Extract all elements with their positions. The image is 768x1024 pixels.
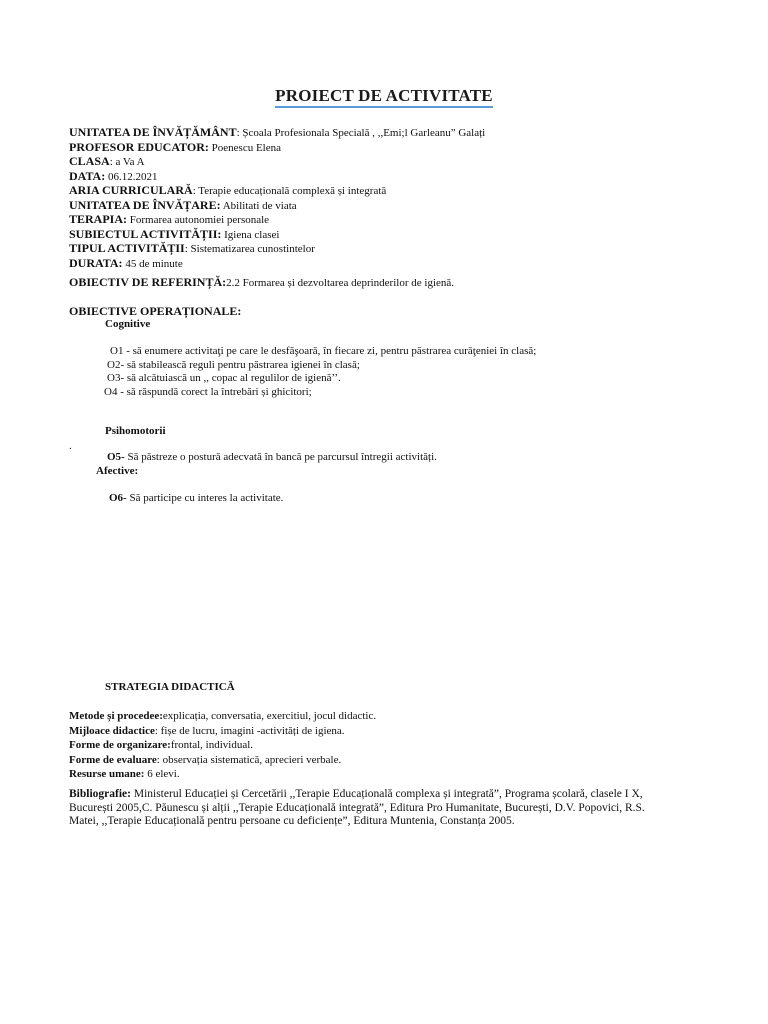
strategy-list	[69, 709, 376, 782]
field-profesor: PROFESOR EDUCATOR: Poenescu Elena	[69, 139, 281, 154]
objective-o3: O3- să alcătuiască un ,, copac al regulilor de igienă’’.	[107, 372, 341, 384]
strategy-row-organizare: Forme de organizare:frontal, individual.	[69, 739, 254, 751]
objective-o5: O5- Să păstreze o postură adecvată în bancă pe parcursul întregii activități.	[107, 451, 437, 463]
cognitive-heading: Cognitive	[105, 318, 151, 330]
psychomotor-heading: Psihomotorii	[105, 425, 166, 437]
objective-o1: O1 - să enumere activitaţi pe care le desfăşoară, în fiecare zi, pentru păstrarea curăţeniei în clasă;	[110, 345, 537, 357]
field-terapia: TERAPIA: Formarea autonomiei personale	[69, 212, 270, 226]
field-unitatea-invatare: UNITATEA DE ÎNVĂȚARE: Abilitati de viata	[69, 197, 297, 212]
header-fields	[69, 126, 485, 271]
field-data: DATA: 06.12.2021	[69, 168, 158, 183]
field-tipul: TIPUL ACTIVITĂȚII: Sistematizarea cunostintelor	[69, 241, 315, 255]
field-unitatea-invatamant: UNITATEA DE ÎNVĂȚĂMÂNT: Școala Profesionala Specială , ,,Emi;l Garleanu” Galați	[69, 125, 486, 139]
field-aria-curriculara: ARIA CURRICULARĂ: Terapie educațională complexă și integrată	[69, 183, 387, 197]
strategy-row-metode: Metode și procedee:explicația, conversatia, exercitiul, jocul didactic.	[69, 710, 377, 722]
operational-heading: OBIECTIVE OPERAȚIONALE:	[69, 304, 242, 318]
stray-dot: .	[69, 440, 72, 452]
field-clasa: CLASA: a Va A	[69, 154, 145, 168]
objective-o2: O2- să stabilească reguli pentru păstrarea igienei în clasă;	[107, 359, 360, 371]
bibliography: Bibliografie: Ministerul Educației și Cercetării ,,Terapie Educațională complexa și integrată”, Programa școlară, clasele I X, București 2005,C. Păunescu și alții ,,Terapie Educațională integrată”, Editura Pro Humanitate, București, D.V. Popovici, R.S. Matei, ,,Terapie Educațională pentru persoane cu deficiențe”, Editura Muntenia, Constanța 2005.	[69, 788, 645, 827]
strategy-row-evaluare: Forme de evaluare: observația sistematică, aprecieri verbale.	[69, 753, 342, 766]
strategy-heading: STRATEGIA DIDACTICĂ	[105, 681, 235, 693]
field-durata: DURATA: 45 de minute	[69, 255, 183, 270]
strategy-row-mijloace: Mijloace didactice: fișe de lucru, imagini -activități de igiena.	[69, 724, 345, 737]
affective-heading: Afective:	[96, 465, 139, 477]
page-title: PROIECT DE ACTIVITATE	[0, 86, 768, 106]
objective-o4: O4 - să răspundă corect la întrebări și ghicitori;	[104, 386, 312, 398]
field-subiectul: SUBIECTUL ACTIVITĂȚII: Igiena clasei	[69, 226, 280, 241]
objective-o6: O6- Să participe cu interes la activitate.	[109, 492, 284, 504]
objective-reference: OBIECTIV DE REFERINȚĂ:2.2 Formarea și dezvoltarea deprinderilor de igienă.	[69, 275, 455, 289]
strategy-row-resurse: Resurse umane: 6 elevi.	[69, 768, 180, 780]
